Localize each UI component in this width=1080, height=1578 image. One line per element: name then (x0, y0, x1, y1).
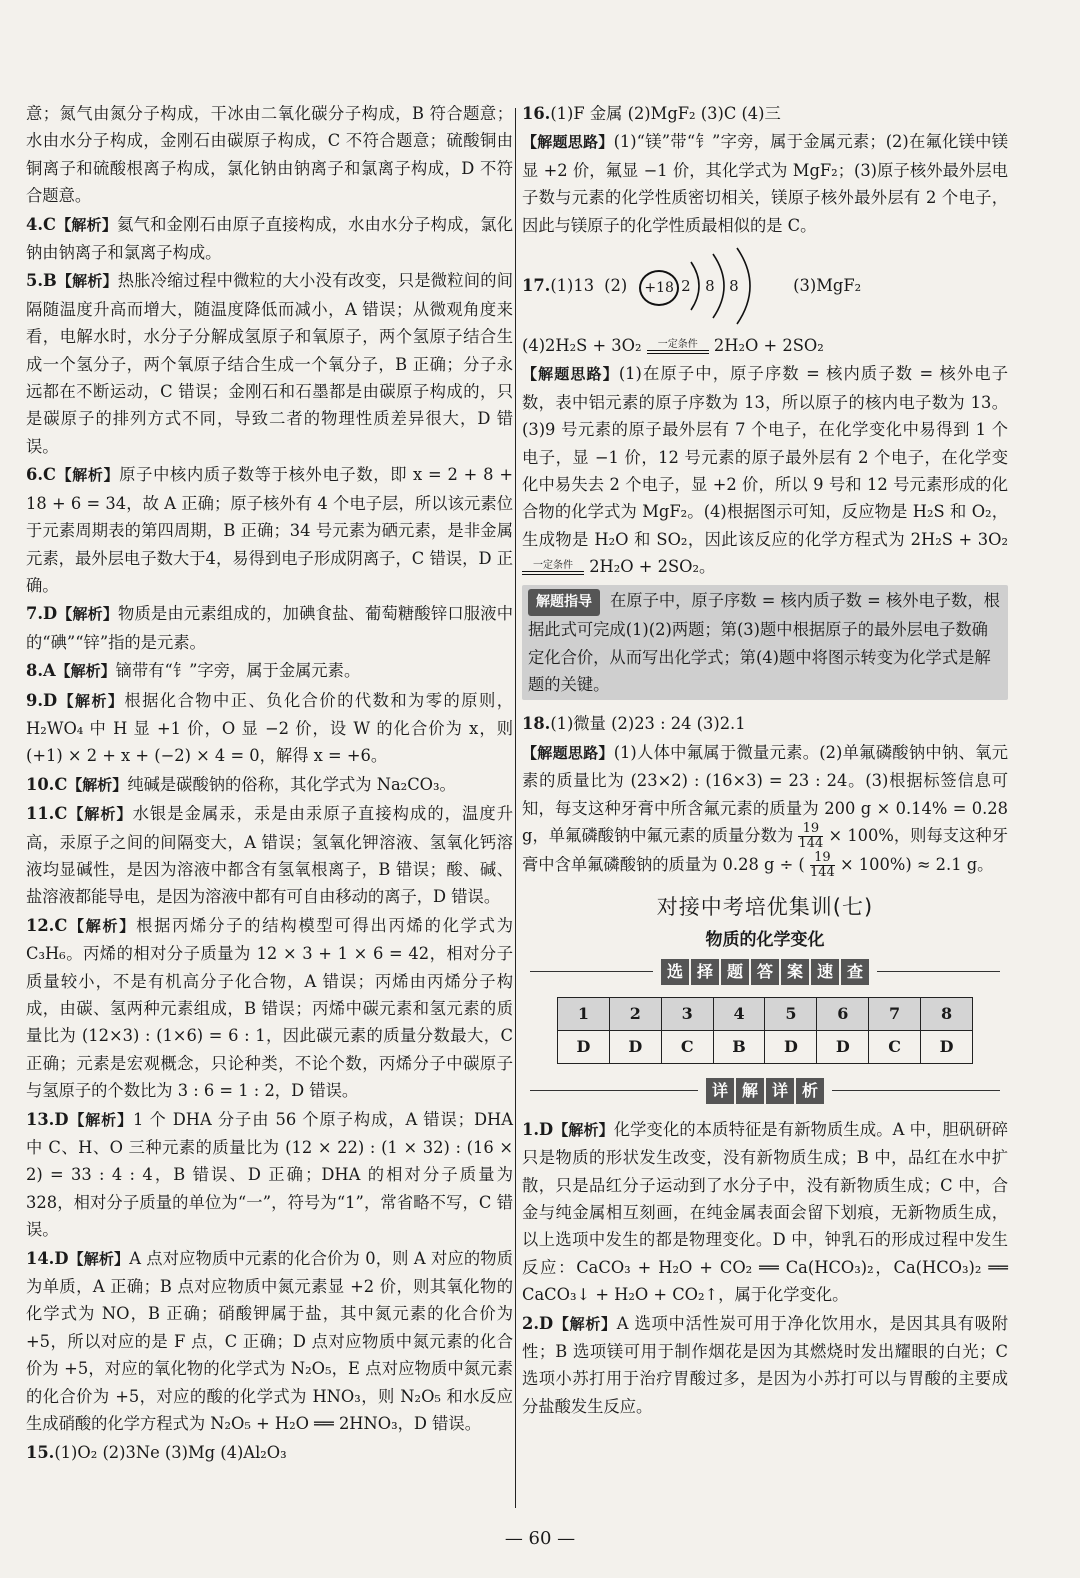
answer-15-text: (1)O₂ (2)3Ne (3)Mg (4)Al₂O₃ (54, 1442, 287, 1462)
table-answer-cell: D (558, 1030, 610, 1063)
analysis-text: A 点对应物质中元素的化合价为 0，则 A 对应的物质为单质，A 正确；B 点对应物质中氮元素显 +2 价，则其氧化物的化学式为 NO，B 正确；硝酸钾属于盐，其中氮元素的化合价为 +5，所以对应的是 F 点，C 正确；D 点对应物质中氮元素的化合价为 +5，对应的氧化物的化学式为 N₂O₅，E 点对应物质中氮元素的化合价为 +5，对应的酸的化学式为 HNO₃，则 N₂O₅ 和水反应生成硝酸的化学方程式为 N₂O₅ + H₂O ══ 2HNO₃，D 错误。 (26, 1248, 513, 1434)
left-column (26, 100, 513, 1467)
item-number: 7.D (26, 604, 58, 624)
answer-18-explanation (522, 739, 1008, 880)
analysis-text: A 选项中活性炭可用于净化饮用水，是因其具有吸附性；B 选项镁可用于制作烟花是因为其燃烧时发出耀眼的白光；C 选项小苏打用于治疗胃酸过多，是因为小苏打可以与胃酸的主要成分盐酸发生反应。 (522, 1313, 1008, 1416)
table-header-cell: 6 (817, 997, 869, 1030)
banner-chars (661, 959, 869, 985)
equation-right: 2H₂O + 2SO₂ (713, 336, 824, 356)
right-items (522, 1116, 1008, 1420)
item-number: 16. (522, 104, 551, 123)
table-answer-cell: D (765, 1030, 817, 1063)
equation-left: (4)2H₂S + 3O₂ (522, 336, 642, 356)
equation-left: 2H₂S + 3O₂ (910, 529, 1008, 549)
answer-17-part2: (2) (604, 276, 628, 296)
analysis-tag: 【解析】 (68, 1249, 130, 1268)
table-answer-cell: D (921, 1030, 973, 1063)
reaction-condition: 一定条件 (657, 338, 698, 350)
analysis-tag: 【解析】 (68, 1110, 134, 1129)
item-number: 9.D (26, 690, 58, 710)
analysis-tag: 【解析】 (57, 605, 119, 624)
quick-answer-banner (522, 959, 1008, 985)
item-number: 11.C (26, 804, 68, 824)
item-number: 8.A (26, 661, 56, 681)
answer-17-explanation (522, 360, 1008, 580)
analysis-text: 镝带有“钅”字旁，属于金属元素。 (115, 661, 361, 681)
table-header-cell: 8 (921, 997, 973, 1030)
analysis-text: 热胀冷缩过程中微粒的大小没有改变，只是微粒间的间隔随温度升高而增大，随温度降低而减小，A 错误；从微观角度来看，电解水时，水分子分解成氢原子和氧原子，两个氢原子结合生成一个氢分子，两个氧原子结合生成一个氧分子，B 正确；分子永远都在不断运动，C 错误；金刚石和石墨都是由碳原子构成的，只是碳原子的排列方式不同，导致二者的物理性质差异很大，D 错误。 (26, 271, 513, 456)
shell-electrons: 8 (705, 277, 715, 296)
answer-item (522, 1310, 1008, 1421)
analysis-tag: 【解析】 (55, 662, 116, 681)
hint-text: 在原子中，原子序数 = 核内质子数 = 核外电子数，根据此式可完成(1)(2)两题；第(3)题中根据原子的最外层电子数确定化合价，从而写出化学式；第(4)题中将图示转变为化学式是解题的关键。 (528, 590, 1000, 694)
answer-item (26, 1106, 513, 1244)
item-number: 6.C (26, 465, 56, 485)
analysis-tag: 【解析】 (553, 1314, 617, 1333)
banner-char: 详 (706, 1078, 734, 1104)
answer-table-answer-row (558, 1030, 973, 1063)
detailed-analysis-banner (522, 1078, 1008, 1104)
analysis-text: 1 个 DHA 分子由 56 个原子构成，A 错误；DHA 中 C、H、O 三种元素的质量比为 (12 × 22) : (1 × 32) : (16 × 2) = 33 : 4 : 4，B 错误、D 正确；DHA 的相对分子质量为 328，相对分子质量的单位为“一”，符号为“1”，常省略不写，C 错误。 (26, 1109, 513, 1240)
banner-char: 解 (736, 1078, 764, 1104)
analysis-tag: 【解析】 (55, 215, 118, 234)
right-column (522, 100, 1008, 1421)
analysis-text: 化学变化的本质特征是有新物质生成。A 中，胆矾研碎只是物质的形状发生改变，没有新物质生成；B 中，品红在水中扩散，只是品红分子运动到了水分子中，没有新物质生成；C 中，合金与纯金属相互刻画，在纯金属表面会留下划痕，无新物质生成，以上选项中发生的都是物理变化。D 中，钟乳石的形成过程中发生反应：CaCO₃ + H₂O + CO₂ ══ Ca(HCO₃)₂，Ca(HCO₃)₂ ══ CaCO₃↓ + H₂O + CO₂↑，属于化学变化。 (522, 1119, 1008, 1305)
table-answer-cell: C (661, 1030, 713, 1063)
table-answer-cell: B (713, 1030, 765, 1063)
equation-right: 2H₂O + 2SO₂。 (589, 557, 716, 577)
electron-shell-arcs (635, 246, 785, 326)
analysis-tag: 【解析】 (57, 691, 125, 710)
answer-item (522, 1116, 1008, 1309)
analysis-tag: 【解析】 (553, 1120, 614, 1139)
item-number: 17. (522, 276, 551, 296)
section-subtitle: 物质的化学变化 (705, 930, 825, 951)
explanation-tag: 【解题思路】 (522, 743, 614, 762)
table-header-cell: 1 (558, 997, 610, 1030)
reaction-arrow (522, 561, 584, 575)
fraction: $\frac{19}{144}$ (809, 849, 835, 880)
answer-16-explanation (522, 128, 1008, 239)
explanation-text: (1)在原子中，原子序数 = 核内质子数 = 核外电子数，表中铝元素的原子序数为 13，所以原子的核内电子数为 13。(3)9 号元素的原子最外层有 7 个电子，在化学变化中易得到 1 个电子，显 −1 价，12 号元素的原子最外层有 2 个电子，在化学变化中易失去 2 个电子，显 +2 价，所以 9 号和 12 号元素形成的化合物的化学式为 MgF₂。(4)根据图示可知，反应物是 H₂S 和 O₂，生成物是 H₂O 和 SO₂，因此该反应的化学方程式为 (522, 364, 1008, 549)
table-header-cell: 4 (713, 997, 765, 1030)
fraction: $\frac{19}{144}$ (798, 820, 824, 851)
analysis-tag: 【解析】 (55, 466, 120, 485)
answer-17-equation (522, 332, 1008, 359)
answer-table-header-row (558, 997, 973, 1030)
explanation-text: (1)“镁”带“钅”字旁，属于金属元素；(2)在氟化镁中镁显 +2 价，氟显 −1 价，其化学式为 MgF₂；(3)原子核外最外层电子数与元素的化学性质密切相关，镁原子核外最外层有 2 个电子，因此与镁原子的化学性质最相似的是 C。 (522, 132, 1008, 235)
answer-item (26, 687, 513, 770)
hint-label: 解题指导 (528, 589, 600, 616)
column-divider (515, 108, 516, 1508)
shell-electrons: 2 (681, 277, 691, 296)
answer-15 (26, 1439, 513, 1466)
left-items (26, 211, 513, 1438)
atom-structure-diagram (635, 246, 785, 326)
explanation-text-1: (1)人体中氟属于微量元素。(2)单氟磷酸钠中钠、氧元素的质量比为 (23×2) : (16×3) = 23 : 24。(3)根据标签信息可知，每支这种牙膏中所含氟元素的质量为 200 g × 0.14% = 0.28 g，单氟磷酸钠中氟元素的质量分数为 (522, 742, 1008, 845)
table-header-cell: 5 (765, 997, 817, 1030)
explanation-text-3: × 100%) ≈ 2.1 g。 (839, 854, 994, 874)
item-number: 14.D (26, 1248, 69, 1268)
explanation-tag: 【解题思路】 (522, 133, 614, 152)
analysis-text: 根据丙烯分子的结构模型可得出丙烯的化学式为 C₃H₆。丙烯的相对分子质量为 12 × 3 + 1 × 6 = 42，相对分子质量较小，不是有机高分子化合物，A 错误；丙烯由丙烯分子构成，由碳、氢两种元素组成，B 错误；丙烯中碳元素和氢元素的质量比为 (12×3) : (1×6) = 6 : 1，因此碳元素的质量分数最大，C 正确；元素是宏观概念，只论种类，不论个数，丙烯分子中碳原子与氢原子的个数比为 3 : 6 = 1 : 2，D 错误。 (26, 915, 513, 1101)
banner-char: 详 (766, 1078, 794, 1104)
analysis-tag: 【解析】 (67, 916, 137, 935)
analysis-tag: 【解析】 (67, 775, 128, 794)
banner-char: 选 (661, 959, 689, 985)
answer-18-text: (1)微量 (2)23 : 24 (3)2.1 (550, 714, 746, 734)
explanation-tag: 【解题思路】 (522, 365, 619, 384)
item-number: 2.D (522, 1313, 554, 1333)
answer-17-row (522, 240, 1008, 332)
hint-box (522, 585, 1008, 701)
answer-item (26, 600, 513, 656)
banner-char: 择 (691, 959, 719, 985)
analysis-text: 纯碱是碳酸钠的俗称，其化学式为 Na₂CO₃。 (127, 774, 456, 794)
analysis-text: 水银是金属汞，汞是由汞原子直接构成的，温度升高，汞原子之间的间隔变大，A 错误；氢氧化钾溶液、氢氧化钙溶液均显碱性，是因为溶液中都含有氢氧根离子，B 错误；酸、碱、盐溶液都能导电，是因为溶液中都有可自由移动的离子，D 错误。 (26, 804, 513, 907)
answer-item (26, 912, 513, 1105)
section-title: 对接中考培优集训(七) (656, 894, 874, 919)
reaction-condition: 一定条件 (533, 559, 573, 571)
analysis-tag: 【解析】 (67, 805, 133, 824)
answer-18 (522, 710, 1008, 737)
table-header-cell: 2 (609, 997, 661, 1030)
table-header-cell: 7 (869, 997, 921, 1030)
analysis-tag: 【解析】 (56, 272, 118, 291)
analysis-text: 物质是由元素组成的，加碘食盐、葡萄糖酸锌口服液中的“碘”“锌”指的是元素。 (26, 604, 513, 652)
banner-char: 题 (721, 959, 749, 985)
banner-char: 速 (811, 959, 839, 985)
answer-item (26, 657, 513, 685)
nucleus: +18 (639, 270, 679, 306)
answer-16-text: (1)F 金属 (2)MgF₂ (3)C (4)三 (550, 104, 781, 123)
answer-item (26, 211, 513, 267)
reaction-arrow (647, 340, 709, 354)
page-number: — 60 — (504, 1528, 576, 1549)
analysis-text: 原子中核内质子数等于核外电子数，即 x = 2 + 8 + 18 + 6 = 34，故 A 正确；原子核外有 4 个电子层，所以该元素位于元素周期表的第四周期，B 正确；34 号元素为硒元素，是非金属元素，最外层电子数大于4，易得到电子形成阴离子，C 错误，D 正确。 (26, 465, 513, 595)
item-number: 5.B (26, 271, 57, 291)
analysis-text: 根据化合物中正、负化合价的代数和为零的原则，H₂WO₄ 中 H 显 +1 价，O 显 −2 价，设 W 的化合价为 x，则 (+1) × 2 + x + (−2) × 4 = 0，解得 x = +6。 (26, 690, 513, 766)
shell-electrons: 8 (729, 277, 739, 296)
answer-item (26, 1245, 513, 1438)
item-number: 13.D (26, 1109, 69, 1129)
answer-16 (522, 100, 1008, 127)
answer-item (26, 461, 513, 599)
banner-char: 案 (781, 959, 809, 985)
table-answer-cell: C (869, 1030, 921, 1063)
item-number: 1.D (522, 1119, 554, 1139)
item-number: 18. (522, 714, 551, 734)
table-header-cell: 3 (661, 997, 713, 1030)
item-number: 4.C (26, 214, 56, 234)
item-number: 10.C (26, 774, 68, 794)
banner-char: 答 (751, 959, 779, 985)
answer-17-part1: (1)13 (550, 276, 595, 296)
intro-paragraph: 意；氮气由氮分子构成，干冰由二氧化碳分子构成，B 符合题意；水由水分子构成，金刚石由碳原子构成，C 不符合题意；硫酸铜由铜离子和硫酸根离子构成，氯化钠由钠离子和氯离子构成，D 不符合题意。 (26, 104, 513, 206)
answer-item (26, 800, 513, 911)
item-number: 12.C (26, 915, 68, 935)
answer-table (557, 997, 973, 1064)
banner-char: 查 (841, 959, 869, 985)
table-answer-cell: D (609, 1030, 661, 1063)
answer-item (26, 267, 513, 460)
answer-17-part3: (3)MgF₂ (793, 276, 862, 296)
banner-char: 析 (796, 1078, 824, 1104)
answer-item (26, 771, 513, 799)
table-answer-cell: D (817, 1030, 869, 1063)
analysis-text: 氦气和金刚石由原子直接构成，水由水分子构成，氯化钠由钠离子和氯离子构成。 (26, 214, 513, 263)
explanation-text-2: × 100%，则每支这种牙膏中含单氟磷酸钠的质量为 0.28 g ÷ ( (522, 825, 1008, 874)
banner-chars (706, 1078, 824, 1104)
item-number: 15. (26, 1442, 55, 1462)
